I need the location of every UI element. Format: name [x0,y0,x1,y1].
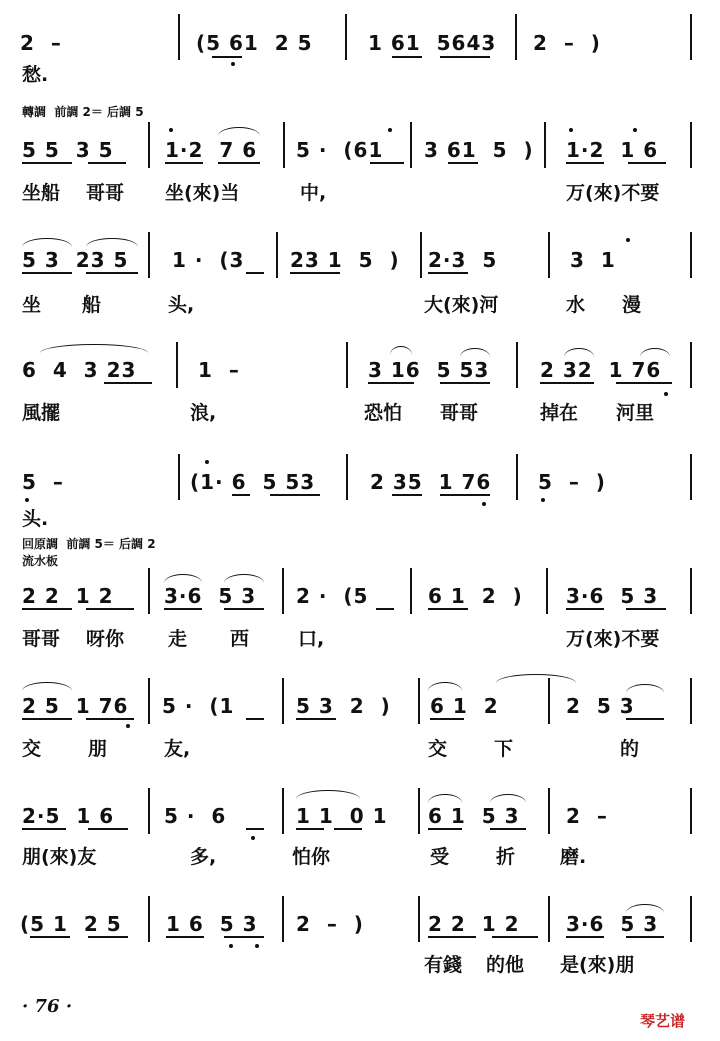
barline [148,678,150,724]
lyric: 交 [428,738,448,760]
octave-dot [633,128,637,132]
measure: 5 3 23 5 [22,248,129,272]
underline [626,718,664,720]
lyric: 的他 [486,954,525,976]
measure: 2 2 1 2 [428,912,520,936]
octave-dot [25,498,29,502]
underline [86,718,134,720]
lyric: 万(來)不要 [566,628,660,650]
underline [392,56,422,58]
octave-dot [388,128,392,132]
slur [564,348,594,357]
lyric: 水 [566,294,586,316]
measure: (1· 6 5 53 [190,470,316,494]
measure: 2·5 1 6 [22,804,115,828]
octave-dot [251,836,255,840]
underline [224,936,264,938]
slur [626,684,664,693]
underline [368,382,414,384]
slur [640,348,670,357]
watermark-logo: 琴艺谱 [640,1012,686,1030]
underline [232,494,250,496]
lyric: 朋(來)友 [22,846,97,868]
octave-dot [205,460,209,464]
slur [22,238,72,247]
barline [690,342,692,388]
barline [178,454,180,500]
lyric: 浪, [190,402,217,424]
underline [376,608,394,610]
slur [164,574,202,583]
octave-dot [541,498,545,502]
octave-dot [569,128,573,132]
lyric: 交 [22,738,42,760]
lyric: 磨. [560,846,587,868]
lyric: 头. [22,508,49,530]
lyric: 坐船 [22,182,61,204]
lyric: 河里 [616,402,655,424]
measure: 2 35 1 76 [370,470,492,494]
measure: 3·6 5 3 [566,912,659,936]
underline [392,494,422,496]
slur [296,790,360,799]
underline [428,608,468,610]
barline [690,14,692,60]
slur [22,682,72,691]
page-number: · 76 · [22,996,73,1017]
underline [88,828,128,830]
modulation-mark: 回原調 前調 5＝ 后調 2 [22,537,156,551]
lyric: 头, [168,294,195,316]
underline [370,162,404,164]
slur [428,682,462,691]
measure: 3 1 [570,248,616,272]
barline [548,232,550,278]
underline [165,162,203,164]
barline [345,14,347,60]
underline [22,718,72,720]
underline [88,162,126,164]
underline [490,828,526,830]
underline [30,936,70,938]
barline [516,454,518,500]
measure: 3·6 5 3 [164,584,257,608]
underline [86,608,134,610]
barline [148,122,150,168]
measure: 2·3 5 [428,248,498,272]
measure: 1 · (3 [172,248,245,272]
barline [548,678,550,724]
measure: 5 – ) [538,470,606,494]
underline [428,272,468,274]
barline [690,122,692,168]
barline [282,788,284,834]
lyric: 是(來)朋 [560,954,635,976]
measure: 6 1 2 [430,694,499,718]
lyric: 愁. [22,64,49,86]
barline [548,896,550,942]
underline [246,718,264,720]
lyric: 下 [494,738,514,760]
measure: 3 61 5 ) [424,138,534,162]
underline [218,162,260,164]
lyric: 多, [190,846,217,868]
barline [418,678,420,724]
underline [270,494,320,496]
measure: 2 5 1 76 [22,694,129,718]
barline [418,788,420,834]
octave-dot [231,62,235,66]
measure: 3·6 5 3 [566,584,659,608]
measure: 5 · (1 [162,694,235,718]
measure: 2 – ) [533,31,601,55]
barline [690,678,692,724]
underline [212,56,242,58]
slur [490,794,526,803]
lyric: 漫 [622,294,642,316]
measure: 5 · 6 [164,804,227,828]
measure: 6 1 2 ) [428,584,523,608]
barline [690,788,692,834]
underline [22,272,72,274]
octave-dot [169,128,173,132]
barline [418,896,420,942]
lyric: 船 [82,294,102,316]
lyric: 受 [430,846,450,868]
barline [690,232,692,278]
underline [566,936,604,938]
underline [22,828,66,830]
tempo-mark: 流水板 [22,554,59,568]
barline [346,454,348,500]
underline [334,828,362,830]
slur [428,794,462,803]
barline [282,568,284,614]
measure: (5 1 2 5 [20,912,122,936]
barline [176,342,178,388]
underline [246,272,264,274]
slur [218,127,260,136]
lyric: 恐怕 [364,402,403,424]
underline [22,608,72,610]
measure: 6 4 3 23 [22,358,137,382]
barline [276,232,278,278]
lyric: 万(來)不要 [566,182,660,204]
underline [626,936,664,938]
underline [164,608,202,610]
octave-dot [664,392,668,396]
measure: 2 – ) [296,912,364,936]
measure: (5 61 2 5 [196,31,313,55]
underline [428,936,476,938]
lyric: 哥哥 [86,182,125,204]
barline [346,342,348,388]
slur [86,238,138,247]
barline [516,342,518,388]
slur [224,574,264,583]
underline [566,162,604,164]
measure: 23 1 5 ) [290,248,400,272]
lyric: 風擺 [22,402,61,424]
barline [420,232,422,278]
octave-dot [626,238,630,242]
slur [460,348,490,357]
underline [448,162,478,164]
barline [148,568,150,614]
barline [178,14,180,60]
lyric: 哥哥 [22,628,61,650]
measure: 1 61 5643 [368,31,497,55]
underline [492,936,538,938]
barline [283,122,285,168]
underline [104,382,152,384]
octave-dot [255,944,259,948]
measure: 2 · (5 [296,584,369,608]
underline [628,162,666,164]
underline [540,382,594,384]
lyric: 呀你 [86,628,125,650]
lyric: 友, [164,738,191,760]
underline [86,272,138,274]
lyric: 坐(來)当 [165,182,240,204]
lyric: 西 [230,628,250,650]
barline [515,14,517,60]
measure: 1 6 5 3 [166,912,258,936]
measure: 2 2 1 2 [22,584,114,608]
barline [410,122,412,168]
measure: 5 – [22,470,64,494]
lyric: 中, [300,182,327,204]
measure: 1 – [198,358,240,382]
lyric: 有錢 [424,954,463,976]
lyric: 朋 [88,738,108,760]
underline [430,718,464,720]
measure: 1·2 7 6 [165,138,258,162]
underline [626,608,666,610]
measure: 2 – [566,804,608,828]
measure: 6 1 5 3 [428,804,520,828]
octave-dot [482,502,486,506]
measure: 3 16 5 53 [368,358,490,382]
underline [440,382,490,384]
octave-dot [229,944,233,948]
barline [690,568,692,614]
underline [224,608,264,610]
underline [440,56,490,58]
underline [296,828,324,830]
barline [282,896,284,942]
lyric: 走 [168,628,188,650]
measure: 2 – [20,31,62,55]
lyric: 大(來)河 [424,294,499,316]
barline [546,568,548,614]
measure: 5 · (61 [296,138,384,162]
barline [690,454,692,500]
underline [290,272,340,274]
octave-dot [126,724,130,728]
barline [410,568,412,614]
underline [440,494,490,496]
underline [296,718,336,720]
lyric: 怕你 [292,846,331,868]
underline [166,936,204,938]
underline [428,828,462,830]
underline [22,162,72,164]
measure: 1 1 0 1 [296,804,388,828]
lyric: 的 [620,738,640,760]
barline [548,788,550,834]
lyric: 哥哥 [440,402,479,424]
barline [544,122,546,168]
lyric: 折 [496,846,516,868]
measure: 1·2 1 6 [566,138,659,162]
underline [566,608,604,610]
measure: 5 3 2 ) [296,694,391,718]
barline [282,678,284,724]
measure: 2 5 3 [566,694,635,718]
fermata-arc [390,346,412,355]
underline [616,382,672,384]
lyric: 口, [298,628,325,650]
slur [40,344,148,353]
measure: 2 32 1 76 [540,358,662,382]
barline [148,232,150,278]
barline [690,896,692,942]
underline [246,828,264,830]
underline [88,936,128,938]
measure: 5 5 3 5 [22,138,114,162]
barline [148,896,150,942]
lyric: 坐 [22,294,42,316]
lyric: 掉在 [540,402,579,424]
slur [496,674,576,683]
barline [148,788,150,834]
modulation-mark: 轉調 前調 2＝ 后調 5 [22,105,144,119]
